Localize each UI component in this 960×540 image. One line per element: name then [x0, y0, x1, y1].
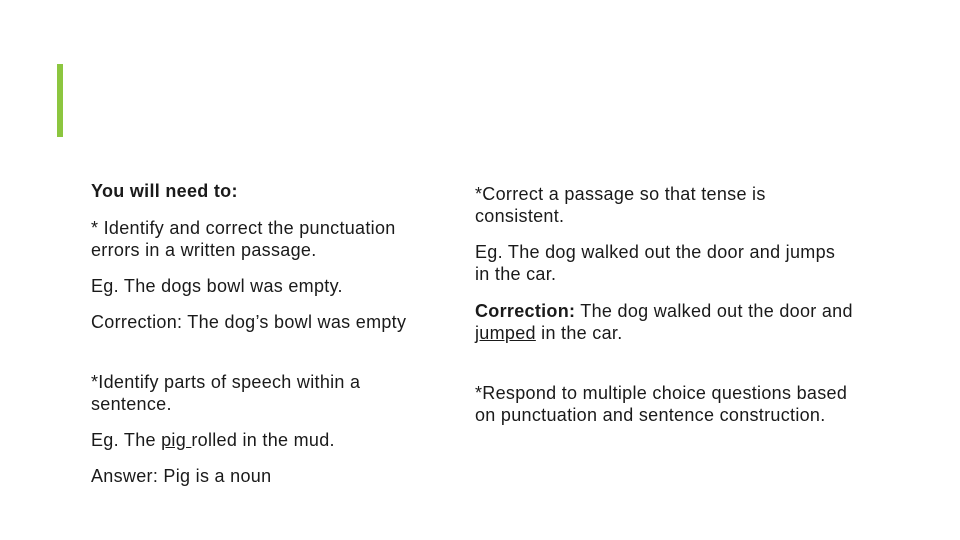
tense-task: *Correct a passage so that tense is consistent. — [475, 184, 766, 226]
punctuation-task: * Identify and correct the punctuation errors in a written passage. — [91, 218, 396, 260]
tense-example: Eg. The dog walked out the door and jumps in the car. — [475, 242, 836, 284]
accent-bar — [57, 64, 63, 137]
correction-text-post: in the car. — [535, 323, 623, 343]
underlined-word-pig: pig — [161, 430, 192, 450]
parts-of-speech-task: *Identify parts of speech within a sentence. — [91, 372, 361, 414]
multiple-choice-task: *Respond to multiple choice questions based on punctuation and sentence construction. — [475, 383, 848, 425]
correction-label: Correction: — [475, 301, 576, 321]
parts-of-speech-answer: Answer: Pig is a noun — [91, 466, 272, 486]
section-heading: You will need to: — [91, 181, 238, 201]
correction-text-pre: The dog walked out the door and — [575, 301, 853, 321]
punctuation-correction: Correction: The dog’s bowl was empty — [91, 312, 407, 332]
example-text-post: rolled in the mud. — [191, 430, 335, 450]
underlined-word-jumped: jumped — [475, 323, 536, 343]
tense-correction — [475, 300, 855, 344]
left-column — [91, 180, 431, 487]
punctuation-example: Eg. The dogs bowl was empty. — [91, 276, 343, 296]
example-text-pre: Eg. The — [91, 430, 162, 450]
right-column — [475, 183, 855, 426]
parts-of-speech-example — [91, 429, 431, 451]
